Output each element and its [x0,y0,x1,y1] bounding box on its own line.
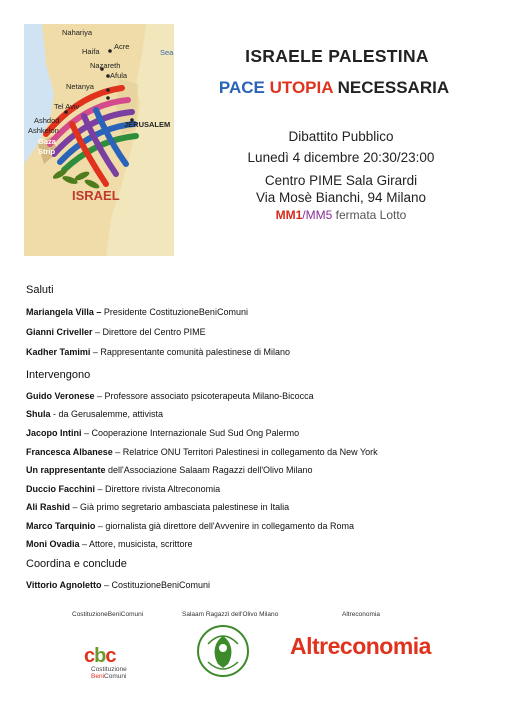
metro-slash: / [302,208,306,222]
saluti-row [26,307,248,317]
speaker-name: Duccio Facchini [26,484,96,494]
speaker-name: Vittorio Agnoletto [26,580,102,590]
speaker-role: – CostituzioneBeniComuni [101,580,211,590]
speaker-name: Mariangela Villa – [26,307,104,317]
map-label-strip: Strip [38,147,56,156]
speaker-name: Jacopo Intini [26,428,82,438]
speaker-name: Gianni Criveller [26,327,93,337]
title-line-1: ISRAELE PALESTINA [245,46,429,66]
map-label-gaza: Gaza [38,137,56,146]
speaker-role: – Direttore del Centro PIME [92,327,206,337]
cbc-logo-letter-b: b [94,645,106,667]
speaker-name: Ali Rashid [26,502,71,512]
cbc-logo [84,645,115,668]
sponsor-label-cbc: CostituzioneBeniComuni [72,611,144,618]
metro-mm5: MM5 [305,208,333,222]
sponsor-label-salaam: Salaam Ragazzi dell'Olivo Milano [182,611,279,618]
map-label-sea: Sea [160,48,174,57]
speaker-role: dell'Associazione Salaam Ragazzi dell'Olivo Milano [105,465,313,475]
intervengono-row [26,539,193,549]
intervengono-row [26,521,354,531]
speaker-name: Kadher Tamimi [26,347,91,357]
intervengono-row [26,465,313,475]
event-type: Dibattito Pubblico [288,129,394,144]
salaam-logo-icon [196,624,250,678]
map-label-nahariya: Nahariya [62,28,93,37]
map-label-afula: Afula [110,71,128,80]
speaker-role: - da Gerusalemme, attivista [50,409,164,419]
speaker-name: Marco Tarquinio [26,521,96,531]
map-label-ashkelon: Ashkelon [28,126,59,135]
section-intervengono-heading: Intervengono [26,369,91,381]
speaker-name: Francesca Albanese [26,447,113,457]
cbc-logo-subtitle [91,666,127,680]
speaker-role: Presidente CostituzioneBeniComuni [103,307,248,317]
event-venue: Centro PIME Sala Girardi [264,173,418,188]
speaker-role: – Professore associato psicoterapeuta Milano-Bicocca [94,391,314,401]
speaker-role: – giornalista già direttore dell'Avvenire in collegamento da Roma [95,521,355,531]
map-label-acre: Acre [114,42,130,51]
coordina-row [26,580,210,590]
saluti-row [26,347,290,357]
cbc-logo-letter-c2: c [105,645,116,667]
speaker-role: – Relatrice ONU Territori Palestinesi in collegamento da New York [112,447,378,457]
map-label-ashdod: Ashdod [34,116,60,125]
map-label-israel: ISRAEL [72,188,120,203]
cbc-logo-letter-c: c [84,645,95,667]
speaker-role: – Già primo segretario ambasciata palestinese in Italia [70,502,290,512]
speaker-role: – Cooperazione Internazionale Sud Sud Ong Palermo [81,428,300,438]
map-label-netanya: Netanya [66,82,94,91]
intervengono-row [26,484,220,494]
intervengono-row [26,391,314,401]
cbc-logo-sub1: Costituzione [91,666,127,673]
cbc-logo-sub2b: Comuni [104,673,127,680]
speaker-role: – Direttore rivista Altreconomia [95,484,221,494]
intervengono-row [26,502,289,512]
title-line-2 [186,78,482,98]
title-word-pace: PACE [218,78,270,97]
speaker-name: Guido Veronese [26,391,95,401]
altreconomia-logo: Altreconomia [290,633,431,659]
intervengono-row [26,447,378,457]
metro-mm1: MM1 [275,208,303,222]
map-label-haifa: Haifa [82,47,100,56]
title-word-utopia: UTOPIA [269,78,333,97]
metro-stop: fermata Lotto [332,208,407,222]
map-label-jerusalem: JERUSALEM [124,120,171,129]
section-saluti-heading: Saluti [26,284,54,296]
event-address: Via Mosè Bianchi, 94 Milano [255,190,427,205]
map-label-tel-aviv: Tel Aviv [54,102,80,111]
event-date-time: Lunedì 4 dicembre 20:30/23:00 [247,150,435,165]
metro-info [196,208,486,222]
section-coordina-heading: Coordina e conclude [26,558,127,570]
speaker-name: Moni Ovadia [26,539,80,549]
sponsor-label-altreconomia: Altreconomia [342,611,380,618]
map-label-nazareth: Nazareth [90,61,121,70]
speaker-name: Shula [26,409,51,419]
speaker-role: – Attore, musicista, scrittore [79,539,193,549]
speaker-name: Un rappresentante [26,465,106,475]
map-illustration [24,24,174,256]
saluti-row [26,327,206,337]
title-word-necessaria: NECESSARIA [332,78,450,97]
intervengono-row [26,428,299,438]
cbc-logo-sub2a: Beni [91,673,105,680]
speaker-role: – Rappresentante comunità palestinese di Milano [90,347,290,357]
intervengono-row [26,409,163,419]
